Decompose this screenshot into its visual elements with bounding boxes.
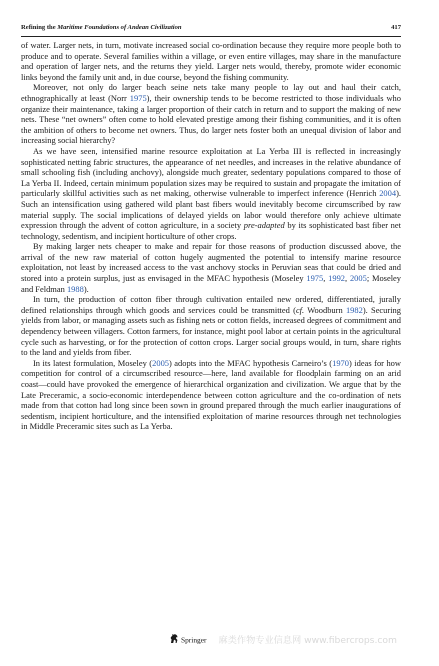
paragraph-6-text-a: In its latest formulation, Moseley ( xyxy=(33,357,153,368)
paragraph-1 xyxy=(21,40,401,82)
paragraph-6 xyxy=(21,358,401,432)
watermark: 麻类作物专业信息网 www.fibercrops.com xyxy=(218,635,397,646)
header-rule xyxy=(21,36,401,37)
paragraph-4-text-b: ; Moseley and Feldman xyxy=(21,273,402,294)
paragraph-5-text-a: In turn, the production of cotton fiber through cultivation entailed new ordered, differentiated, jurally defined relationships through which goods and services could be transmitted ( xyxy=(21,294,401,315)
paragraph-2-text-b: ), their ownership tends to be become restricted to those individuals who organize their maintenance, taking a larger proportion of their catch in return and to support the making of new nets. These “net owners” often come to hold elevated prestige among their fishing communities, and it is often the ambition of others to become net owners. Thus, do larger nets foster both an unequal division of labor and increasing social hierarchy? xyxy=(21,92,401,146)
paragraph-3-text-c: by its sophisticated bast fiber net technology, sedentism, and incipient horticulture of other crops. xyxy=(21,220,401,241)
citation-link[interactable]: 1975 xyxy=(129,92,147,103)
paragraph-5-text-c: ). Securing yields from labor, or managing assets such as fishing nets or cotton fields, increased degrees of commitment and dependency between villagers. Cotton farmers, for instance, might pool labor at certain points in the agricultural cycle such as harvesting, or for the protection of cotton crops. Larger social groups would, in turn, share rights to the land and yields from fiber. xyxy=(21,304,401,358)
citation-separator: , xyxy=(323,273,329,284)
paragraph-5-italic: cf. xyxy=(295,304,305,315)
paragraph-1-text: of water. Larger nets, in turn, motivate increased social co-ordination because they require more people both to produce and to operate. Several families within a village, or even entire villages, may share in the manufacture and operation of larger nets, and the returns they yield. Larger nets would, thereby, promote wider economic links beyond the family unit and, in due course, beyond the fishing community. xyxy=(21,40,401,82)
citation-link[interactable]: 2005 xyxy=(152,357,169,368)
running-head xyxy=(21,22,401,34)
citation-link[interactable]: 2004 xyxy=(379,188,397,199)
citation-separator: , xyxy=(345,273,350,284)
paragraph-2-text-a: Moreover, not only do larger beach seine nets take many people to lay out and haul their catch, ethnographically at least (Norr xyxy=(21,82,401,103)
paragraph-3-text-b: ). Such an intensification using gathered wild plant bast fibers would inevitably become circumscribed by raw material supply. The social implications of delayed yields on labor would therefore only achieve ultimate expression through the advent of cotton agriculture, in a society xyxy=(21,188,401,231)
citation-link[interactable]: 1970 xyxy=(332,357,349,368)
paragraph-5 xyxy=(21,294,401,358)
page-number: 417 xyxy=(391,24,401,31)
paragraph-5-text-b: Woodburn xyxy=(304,304,346,315)
running-head-title-italic: Maritime Foundations of Andean Civilization xyxy=(57,24,182,31)
paragraph-4 xyxy=(21,241,401,294)
publisher-logo xyxy=(169,633,206,649)
paragraph-2 xyxy=(21,82,401,146)
citation-link[interactable]: 1988 xyxy=(66,283,84,294)
citation-link[interactable]: 1992 xyxy=(328,273,346,284)
paragraph-6-text-b: ) adopts into the MFAC hypothesis Carneiro’s ( xyxy=(169,357,333,368)
paragraph-6-text-c: ) ideas for how competition for control of a circumscribed resource—here, land available for floodplain farming on an arid coast—could have provoked the emergence of hierarchical organization and civilization. We argue that by the Late Preceramic, a socio-economic interdependence between cotton agriculture and the co-ordination of nets made from that cotton had long since been sown in ground prepared through the much earlier inaugurations of sedentism, incipient horticulture, and the intensified exploitation of marine resources through net technologies in Middle Preceramic sites such as La Yerba. xyxy=(21,357,401,432)
body-text xyxy=(21,40,401,432)
paragraph-4-text-a: By making larger nets cheaper to make and repair for those reasons of production discussed above, the arrival of the new raw material of cotton hugely augmented the potential to intensify marine resource exploitation, not least by increased access to the vast anchovy stocks in Peruvian seas that could be dried and stored into a protein surplus, just as envisaged in the MFAC hypothesis (Moseley xyxy=(21,241,401,284)
paragraph-4-text-c: ). xyxy=(83,283,89,294)
citation-link[interactable]: 2005 xyxy=(349,273,367,284)
page-footer xyxy=(21,633,401,649)
paragraph-3-text-a: As we have seen, intensified marine resource exploitation at La Yerba III is reflected in increasingly sophisticated netting fabric structures, the appearance of net needles, and increases in the relative abundance of small schooling fish (including anchovy), alongside much greater, sedentary populations compared to those of La Yerba II. Indeed, certain minimum population sizes may be required to sustain and propagate the imitation of particularly skillful activities such as net making, otherwise vulnerable to imperfect inference (Henrich xyxy=(21,145,401,199)
paragraph-3-italic: pre-adapted xyxy=(243,220,285,231)
paragraph-3 xyxy=(21,146,401,241)
publisher-name: Springer xyxy=(181,635,207,645)
running-head-title xyxy=(21,22,182,34)
citation-link[interactable]: 1982 xyxy=(345,304,363,315)
springer-horse-icon xyxy=(169,633,179,649)
running-head-title-prefix: Refining the xyxy=(21,24,58,31)
citation-link[interactable]: 1975 xyxy=(306,273,324,284)
